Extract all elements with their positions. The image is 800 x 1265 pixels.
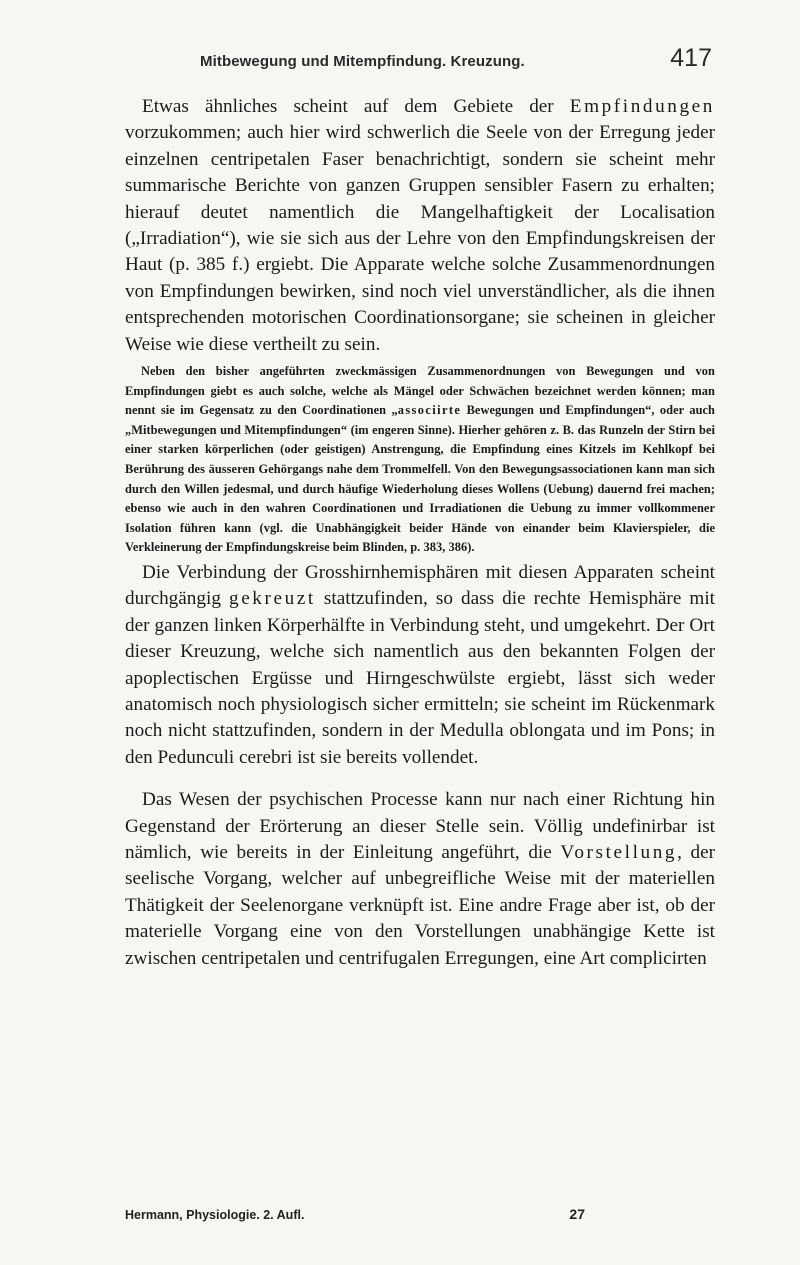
book-reference: Hermann, Physiologie. 2. Aufl. [125, 1208, 305, 1222]
page-footer [125, 1206, 585, 1222]
paragraph-empfindungen [125, 94, 715, 358]
paragraph-text: vorzukommen; auch hier wird schwerlich die Seele von der Erregung jeder einzelnen centripetalen Faser benachrichtigt, sondern sie scheint mehr summarische Berichte von ganzen Gruppen sensibler Fasern zu erhalten; hierauf deutet namentlich die Mangelhaftigkeit der Localisation („Irradiation“), wie sie sich aus der Lehre von den Empfindungskreisen der Haut (p. 385 f.) ergiebt. Die Apparate welche solche Zusammenordnungen von Empfindungen bewirken, sind noch viel unverständlicher, als die ihnen entsprechenden motorischen Coordinationsorgane; sie scheinen in gleicher Weise wie diese vertheilt zu sein. [125, 122, 715, 355]
emphasized-term: Empfindungen [569, 96, 715, 117]
note-text: Neben den bisher angeführten zweckmässigen Zusammenordnungen von Bewegungen und von Empfindungen giebt es auch solche, welche als Mängel oder Schwächen bezeichnet werden können; man nennt sie im Gegensatz zu den Coordinationen „ [125, 364, 715, 418]
paragraph-text: , der seelische Vorgang, welcher auf unbegreifliche Weise mit der materiellen Thätigkeit der Seelenorgane verknüpft ist. Eine andre Frage aber ist, ob der materielle Vorgang eine von den Vorstellungen unabhängige Kette ist zwischen centripetalen und centrifugalen Erregungen, eine Art complicirten [125, 842, 715, 969]
page-header [200, 44, 712, 73]
signature-mark: 27 [569, 1206, 585, 1222]
note-text: Bewegungen und Empfindungen“, oder auch „Mitbewegungen und Mitempfindungen“ (im engeren Sinne). Hierher gehören z. B. das Runzeln der Stirn bei einer starken körperlichen (oder geistigen) Anstrengung, die Empfindung eines Kitzels im Kehlkopf bei Berührung des äusseren Gehörgangs nahe dem Trommelfell. Von den Bewegungsassociationen kann man sich durch den Willen jedesmal, und durch häufige Wiederholung dieses Wollens (Uebung) dauernd frei machen; ebenso wie auch in den wahren Coordinationen und Irradiationen die Uebung zu immer vollkommener Isolation führen kann (vgl. die Unabhängigkeit beider Hände von einander beim Klavierspieler, die Verkleinerung der Empfindungskreise beim Blinden, p. 383, 386). [125, 403, 715, 555]
emphasized-term: associirte [397, 403, 462, 418]
small-print-note [125, 362, 715, 558]
page-number: 417 [670, 44, 712, 72]
paragraph-text: Die Verbindung der Grosshirnhemisphären mit diesen Apparaten scheint durchgängig [125, 562, 715, 610]
emphasized-term: gekreuzt [229, 588, 316, 610]
emphasized-term: Vorstellung [560, 842, 678, 864]
paragraph-text: stattzufinden, so dass die rechte Hemisphäre mit der ganzen linken Körperhälfte in Verbindung steht, und umgekehrt. Der Ort dieser Kreuzung, welche sich namentlich aus den bekannten Folgen der apoplectischen Ergüsse und Hirngeschwülste ergiebt, lässt sich weder anatomisch noch physiologisch sicher ermitteln; sie scheint im Rückenmark noch nicht stattzufinden, sondern in der Medulla oblongata und im Pons; in den Pedunculi cerebri ist sie bereits vollendet. [125, 588, 715, 768]
paragraph-psychische-processe [125, 787, 715, 972]
paragraph-text: Das Wesen der psychischen Processe kann nur nach einer Richtung hin Gegenstand der Erörterung an dieser Stelle sein. Völlig undefinirbar ist nämlich, wie bereits in der Einleitung angeführt, die [125, 789, 715, 864]
paragraph-text: Etwas ähnliches scheint auf dem Gebiete der [142, 96, 570, 117]
running-title: Mitbewegung und Mitempfindung. Kreuzung. [200, 53, 525, 70]
text-body [125, 94, 715, 972]
paragraph-kreuzung [125, 560, 715, 771]
